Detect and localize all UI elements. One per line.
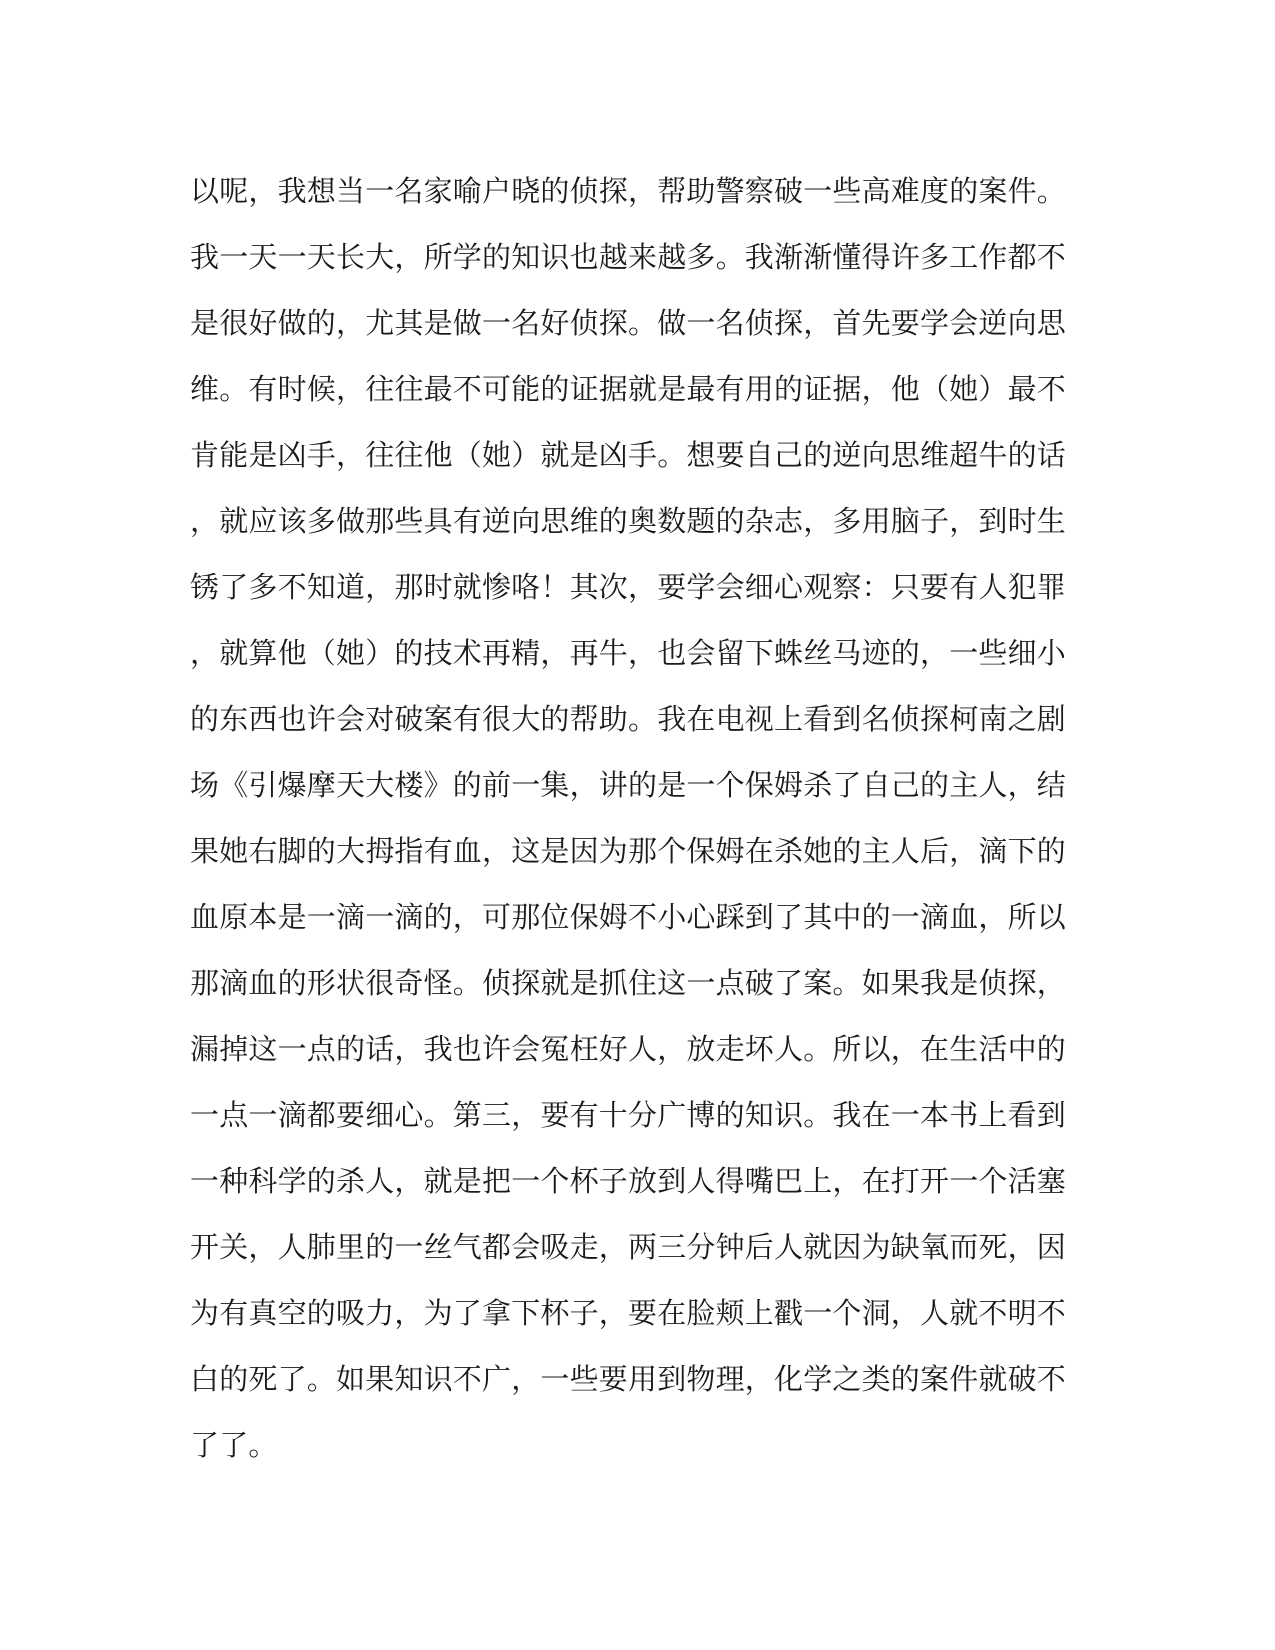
text-line: 以呢，我想当一名家喻户晓的侦探，帮助警察破一些高难度的案件。 (190, 174, 1067, 208)
text-line: 一点一滴都要细心。第三，要有十分广博的知识。我在一本书上看到 (190, 1098, 1067, 1132)
text-line: ，就应该多做那些具有逆向思维的奥数题的杂志，多用脑子，到时生 (190, 504, 1067, 538)
text-line: 为有真空的吸力，为了拿下杯子，要在脸颊上戳一个洞，人就不明不 (190, 1296, 1067, 1330)
text-line: 了了。 (190, 1428, 278, 1462)
text-line: 开关，人肺里的一丝气都会吸走，两三分钟后人就因为缺氧而死，因 (190, 1230, 1067, 1264)
text-line: 漏掉这一点的话，我也许会冤枉好人，放走坏人。所以，在生活中的 (190, 1032, 1067, 1066)
text-line: 血原本是一滴一滴的，可那位保姆不小心踩到了其中的一滴血，所以 (190, 900, 1067, 934)
text-line: 一种科学的杀人，就是把一个杯子放到人得嘴巴上，在打开一个活塞 (190, 1164, 1067, 1198)
text-line: 的东西也许会对破案有很大的帮助。我在电视上看到名侦探柯南之剧 (190, 702, 1067, 736)
text-line: ，就算他（她）的技术再精，再牛，也会留下蛛丝马迹的，一些细小 (190, 636, 1067, 670)
body-text (190, 158, 1070, 1478)
text-line: 是很好做的，尤其是做一名好侦探。做一名侦探，首先要学会逆向思 (190, 306, 1067, 340)
text-line: 白的死了。如果知识不广，一些要用到物理，化学之类的案件就破不 (190, 1362, 1067, 1396)
text-line: 锈了多不知道，那时就惨咯！其次，要学会细心观察：只要有人犯罪 (190, 570, 1067, 604)
text-line: 我一天一天长大，所学的知识也越来越多。我渐渐懂得许多工作都不 (190, 240, 1067, 274)
text-line: 场《引爆摩天大楼》的前一集，讲的是一个保姆杀了自己的主人，结 (190, 768, 1067, 802)
text-line: 那滴血的形状很奇怪。侦探就是抓住这一点破了案。如果我是侦探， (190, 966, 1067, 1000)
text-line: 维。有时候，往往最不可能的证据就是最有用的证据，他（她）最不 (190, 372, 1067, 406)
text-line: 肯能是凶手，往往他（她）就是凶手。想要自己的逆向思维超牛的话 (190, 438, 1067, 472)
text-line: 果她右脚的大拇指有血，这是因为那个保姆在杀她的主人后，滴下的 (190, 834, 1067, 868)
